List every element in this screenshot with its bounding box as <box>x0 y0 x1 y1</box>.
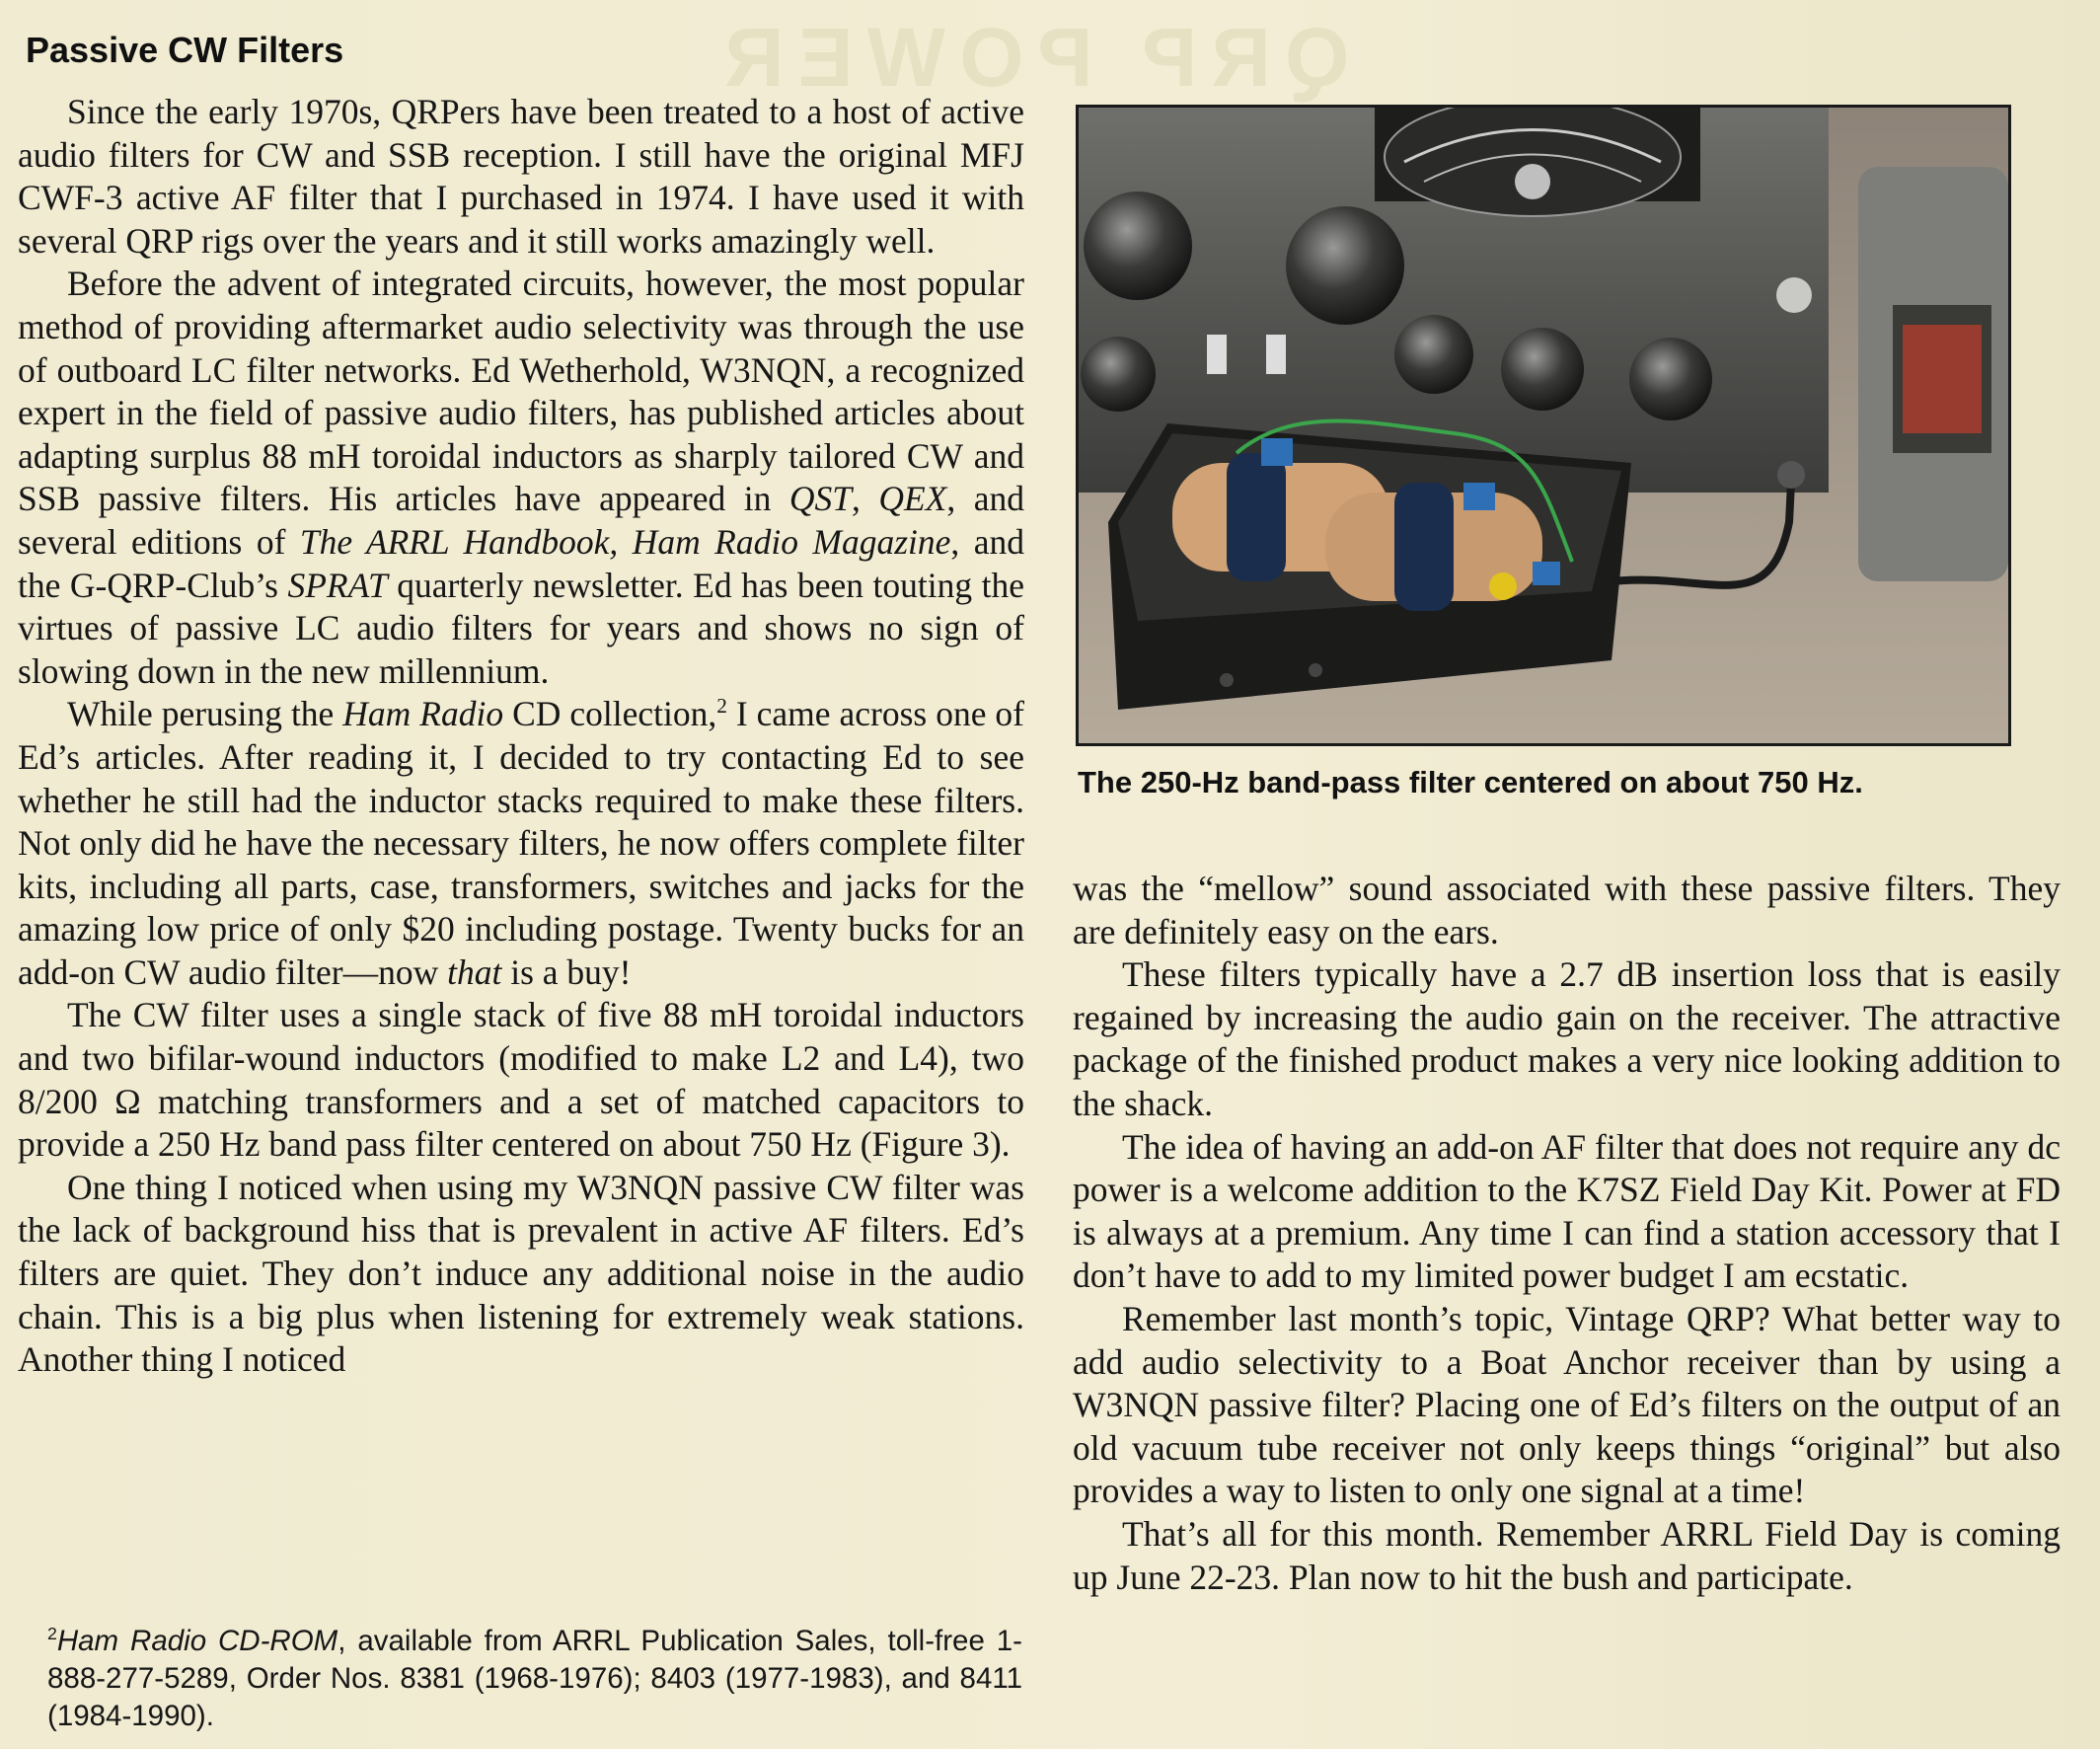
paragraph-5: One thing I noticed when using my W3NQN passive CW filter was the lack of background hiss that is prevalent in active AF filters. Ed’s filters are quiet. They don’t induce any additional noise in the audio chain. This is a big plus when listening for extremely weak stations. Another thing I noticed <box>18 1167 1024 1380</box>
section-heading: Passive CW Filters <box>26 30 344 70</box>
receiver-filter-illustration <box>1079 108 2008 743</box>
paragraph-4: The CW filter uses a single stack of five 88 mH toroidal inductors and two bifilar-wound inductors (modified to make L2 and L4), two 8/200 Ω matching transformers and a set of matched capacitors to provide a 250 Hz band pass filter centered on about 750 Hz (Figure 3). <box>18 995 1024 1165</box>
footnote-number: 2 <box>47 1624 57 1644</box>
filter-photo <box>1076 105 2011 746</box>
paragraph-8: Remember last month’s topic, Vintage QRP? What better way to add audio selectivity to a Boat Anchor receiver than by using a W3NQN passive filter? Placing one of Ed’s filters on the output of an old vacuum tube receiver not only keeps things “original” but also provides a way to listen to only one signal at a time! <box>1073 1298 2061 1511</box>
right-column <box>1073 868 2061 1599</box>
paragraph-6: These filters typically have a 2.7 dB insertion loss that is easily regained by increasing the audio gain on the receiver. The attractive package of the finished product makes a very nice looking addition to the shack. <box>1073 954 2061 1123</box>
footnote: $^2$Ham Radio CD-ROM, available from ARRL Publication Sales, toll-free 1-888-277-5289, Order Nos. 8381 (1968-1976); 8403 (1977-1983), and 8411 (1984-1990). <box>47 1624 1022 1732</box>
photo-caption: The 250-Hz band-pass filter centered on about 750 Hz. <box>1078 765 1863 799</box>
left-column <box>18 91 1024 1382</box>
paragraph-5-continued: was the “mellow” sound associated with these passive filters. They are definitely easy on the ears. <box>1073 869 2061 951</box>
background-watermark-title: QRP POWER <box>711 11 1350 104</box>
paragraph-9: That’s all for this month. Remember ARRL Field Day is coming up June 22-23. Plan now to hit the bush and participate. <box>1073 1513 2061 1597</box>
paragraph-2: Before the advent of integrated circuits, however, the most popular method of providing aftermarket audio selectivity was through the use of outboard LC filter networks. Ed Wetherhold, W3NQN, a recognized expert in the field of passive audio filters, has published articles about adapting surplus 88 mH toroidal inductors as sharply tailored CW and SSB passive filters. His articles have appeared in QST, QEX, and several editions of The ARRL Handbook, Ham Radio Magazine, and the G-QRP-Club’s SPRAT quarterly newsletter. Ed has been touting the virtues of passive LC audio filters for years and shows no sign of slowing down in the new millennium. <box>18 264 1025 691</box>
paragraph-1: Since the early 1970s, QRPers have been treated to a host of active audio filters for CW and SSB reception. I still have the original MFJ CWF-3 active AF filter that I purchased in 1974. I have used it with several QRP rigs over the years and it still works amazingly well. <box>18 92 1024 261</box>
footnote-ref: 2 <box>716 694 727 719</box>
paragraph-7: The idea of having an add-on AF filter that does not require any dc power is a welcome addition to the K7SZ Field Day Kit. Power at FD is always at a premium. Any time I can find a station accessory that I don’t have to add to my limited power budget I am ecstatic. <box>1073 1126 2061 1296</box>
paragraph-3: While perusing the Ham Radio CD collection,$^2$ I came across one of Ed’s articles. After reading it, I decided to try contacting Ed to see whether he still had the inductor stacks required to make these filters. Not only did he have the necessary filters, he now offers complete filter kits, including all parts, case, transformers, switches and jacks for the amazing low price of only $20 including postage. Twenty bucks for an add-on CW audio filter—now that is a buy! <box>18 694 1024 992</box>
